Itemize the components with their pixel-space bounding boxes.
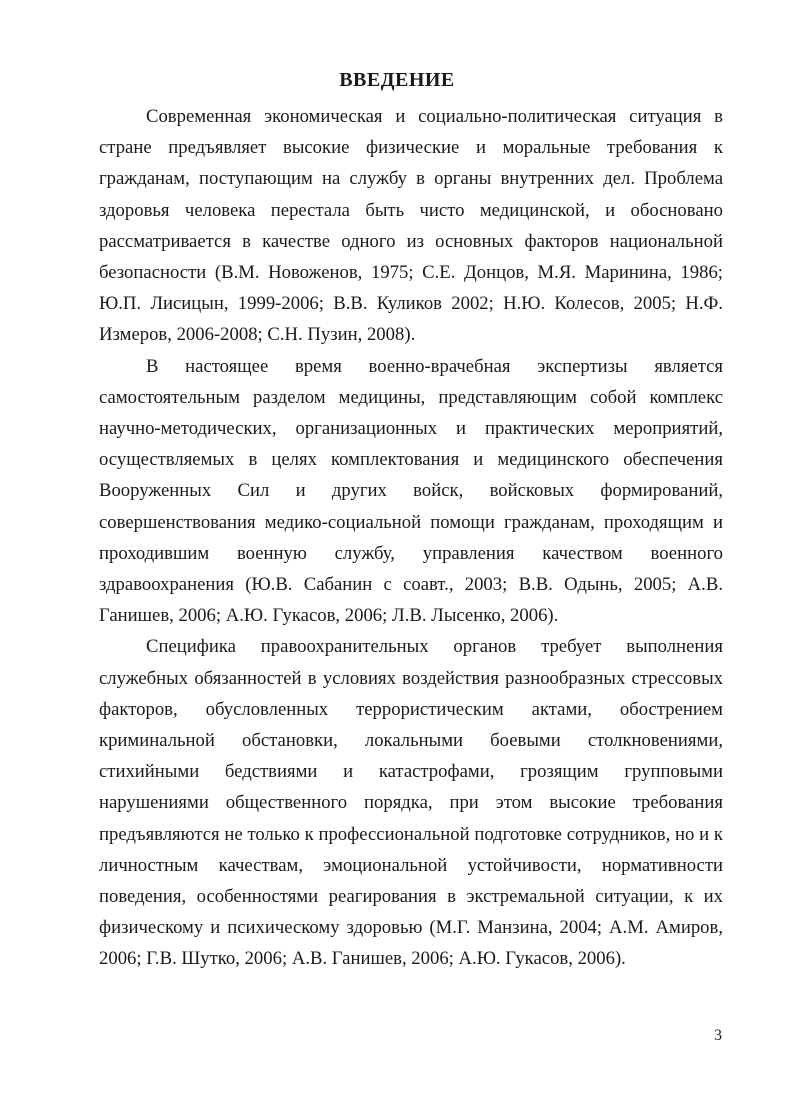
body-text — [99, 101, 723, 975]
paragraph-2: В настоящее время военно-врачебная экспертизы является самостоятельным разделом медицины, представляющим собой комплекс научно-методических, организационных и практических мероприятий, осуществляемых в целях комплектования и медицинского обеспечения Вооруженных Сил и других войск, войсковых формирований, совершенствования медико-социальной помощи гражданам, проходящим и проходившим военную службу, управления качеством военного здравоохранения (Ю.В. Сабанин с соавт., 2003; В.В. Одынь, 2005; А.В. Ганишев, 2006; А.Ю. Гукасов, 2006; Л.В. Лысенко, 2006). — [99, 355, 723, 627]
page-title: ВВЕДЕНИЕ — [339, 69, 455, 91]
page-number: 3 — [714, 1027, 722, 1044]
paragraph-1: Современная экономическая и социально-политическая ситуация в стране предъявляет высокие физические и моральные требования к гражданам, поступающим на службу в органы внутренних дел. Проблема здоровья человека перестала быть чисто медицинской, и обосновано рассматривается в качестве одного из основных факторов национальной безопасности (В.М. Новоженов, 1975; С.Е. Донцов, М.Я. Маринина, 1986; Ю.П. Лисицын, 1999-2006; В.В. Куликов 2002; Н.Ю. Колесов, 2005; Н.Ф. Измеров, 2006-2008; С.Н. Пузин, 2008). — [99, 106, 723, 346]
paragraph-3: Специфика правоохранительных органов требует выполнения служебных обязанностей в условиях воздействия разнообразных стрессовых факторов, обусловленных террористическим актами, обострением криминальной обстановки, локальными боевыми столкновениями, стихийными бедствиями и катастрофами, грозящим групповыми нарушениями общественного порядка, при этом высокие требования предъявляются не только к профессиональной подготовке сотрудников, но и к личностным качествам, эмоциональной устойчивости, нормативности поведения, особенностями реагирования в экстремальной ситуации, к их физическому и психическому здоровью (М.Г. Манзина, 2004; А.М. Амиров, 2006; Г.В. Шутко, 2006; А.В. Ганишев, 2006; А.Ю. Гукасов, 2006). — [99, 636, 723, 970]
